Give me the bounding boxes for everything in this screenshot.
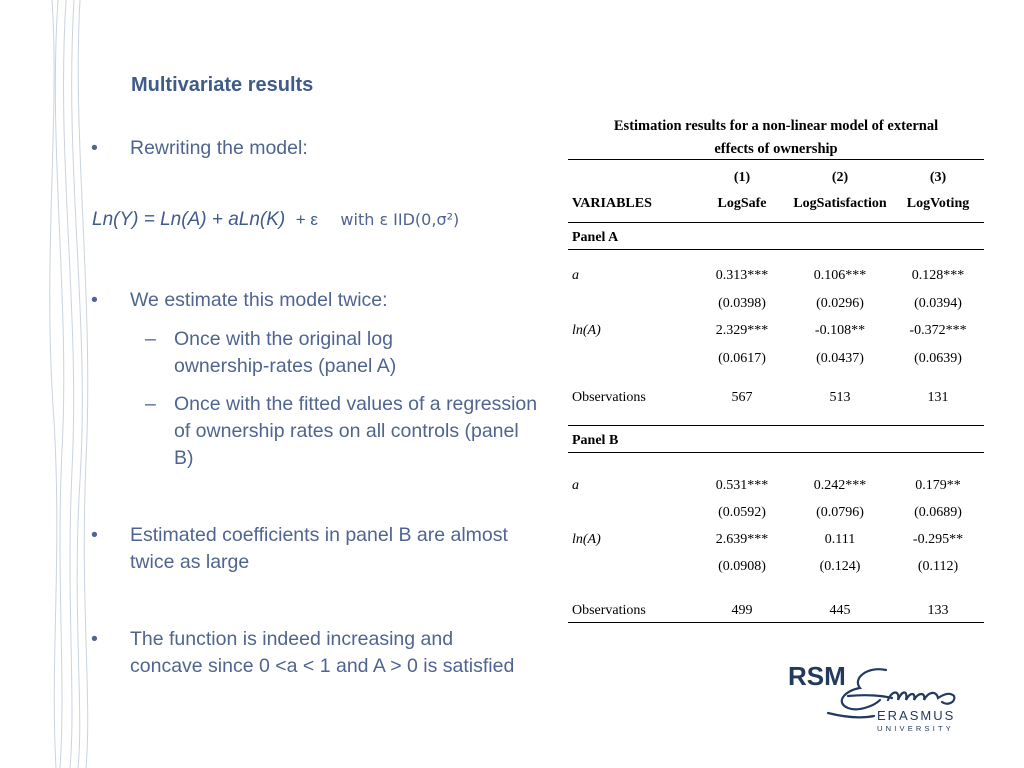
table-cell: (0.0398) xyxy=(718,296,766,311)
bullet-marker: • xyxy=(91,628,98,650)
panel-b-label: Panel B xyxy=(572,433,619,448)
table-cell: (0.0437) xyxy=(816,351,864,366)
table-cell: 0.531*** xyxy=(715,478,769,493)
table-cell: 0.111 xyxy=(824,532,856,547)
table-rule-top xyxy=(568,159,984,160)
model-formula xyxy=(92,209,459,231)
table-cell: 0.313*** xyxy=(715,268,769,283)
table-cell: -0.108** xyxy=(814,323,866,338)
table-cell: 2.329*** xyxy=(715,323,769,338)
col-number-3: (3) xyxy=(929,170,947,185)
table-cell: 133 xyxy=(927,603,949,618)
bullet-text: Estimated coefficients in panel B are almost twice as large xyxy=(130,524,508,573)
table-cell: (0.0639) xyxy=(914,351,962,366)
table-cell: -0.295** xyxy=(912,532,964,547)
sub-bullet-marker: – xyxy=(145,328,156,350)
table-cell: (0.0592) xyxy=(718,505,766,520)
row-label: ln(A) xyxy=(572,532,601,547)
sub-bullet-text: Once with the fitted values of a regression of ownership rates on all controls (panel B) xyxy=(174,393,538,469)
bullet-marker: • xyxy=(91,289,98,311)
table-cell: (0.124) xyxy=(819,559,861,574)
row-label: a xyxy=(572,478,579,493)
table-rule xyxy=(568,452,984,453)
table-cell: (0.0908) xyxy=(718,559,766,574)
logo-rsm-text: RSM xyxy=(788,661,846,691)
table-rule-bottom xyxy=(568,622,984,623)
table-cell: 567 xyxy=(731,390,753,405)
row-label: ln(A) xyxy=(572,323,601,338)
row-label: a xyxy=(572,268,579,283)
table-cell: (0.0296) xyxy=(816,296,864,311)
rsm-erasmus-logo xyxy=(788,656,968,736)
observations-label: Observations xyxy=(572,603,646,618)
observations-label: Observations xyxy=(572,390,646,405)
table-cell: -0.372*** xyxy=(909,323,967,338)
table-cell: (0.0617) xyxy=(718,351,766,366)
decorative-curves xyxy=(0,0,100,768)
table-rule xyxy=(568,249,984,250)
table-cell: (0.0689) xyxy=(914,505,962,520)
table-rule xyxy=(568,222,984,223)
formula-error-term: + ε xyxy=(295,210,318,229)
table-cell: (0.112) xyxy=(917,559,959,574)
table-cell: 0.106*** xyxy=(813,268,867,283)
table-cell: 499 xyxy=(731,603,753,618)
formula-condition: with ε IID(0,σ²) xyxy=(340,210,460,229)
formula-equation: Ln(Y) = Ln(A) + aLn(K) xyxy=(92,209,286,230)
variables-label: VARIABLES xyxy=(572,196,652,211)
table-cell: 445 xyxy=(829,603,851,618)
col-name-2: LogSatisfaction xyxy=(793,196,887,211)
table-cell: 0.179** xyxy=(915,478,961,493)
bullet-text: The function is indeed increasing and concave since 0 <a < 1 and A > 0 is satisfied xyxy=(130,628,515,677)
bullet-marker: • xyxy=(91,137,98,159)
bullet-text: Rewriting the model: xyxy=(130,137,308,159)
table-caption-line2: effects of ownership xyxy=(714,141,838,157)
table-cell: 131 xyxy=(927,390,949,405)
sub-bullet-marker: – xyxy=(145,393,156,415)
col-number-2: (2) xyxy=(831,170,849,185)
table-rule xyxy=(568,425,984,426)
col-name-3: LogVoting xyxy=(906,196,970,211)
bullet-text: We estimate this model twice: xyxy=(130,289,388,311)
estimation-results-table xyxy=(568,110,984,618)
table-cell: (0.0796) xyxy=(816,505,864,520)
table-cell: 513 xyxy=(829,390,851,405)
col-number-1: (1) xyxy=(733,170,751,185)
table-caption-line1: Estimation results for a non-linear model of external xyxy=(613,118,939,134)
col-name-1: LogSafe xyxy=(717,196,767,211)
slide-title: Multivariate results xyxy=(131,74,314,96)
table-cell: 2.639*** xyxy=(715,532,769,547)
table-caption xyxy=(568,110,984,161)
logo-university-text: UNIVERSITY xyxy=(877,724,955,733)
table-cell: 0.128*** xyxy=(911,268,965,283)
panel-a-label: Panel A xyxy=(572,230,619,245)
bullet-marker: • xyxy=(91,524,98,546)
table-cell: (0.0394) xyxy=(914,296,962,311)
logo-erasmus-text: ERASMUS xyxy=(877,708,956,723)
sub-bullet-text: Once with the original log ownership-rates (panel A) xyxy=(174,328,397,377)
table-cell: 0.242*** xyxy=(813,478,867,493)
